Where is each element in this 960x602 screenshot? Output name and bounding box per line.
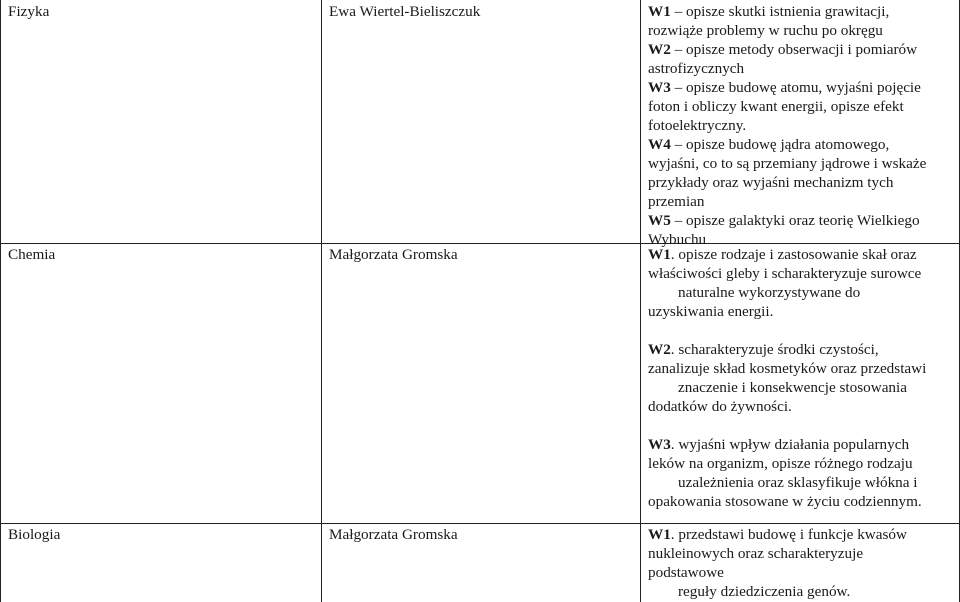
outcome-text: . przedstawi budowę i funkcje kwasów <box>670 526 907 543</box>
outcome-text: uzależnienia oraz sklasyfikuje włókna i <box>678 474 918 491</box>
outcome-text: uzyskiwania energii. <box>648 303 774 320</box>
outcome-text: astrofizycznych <box>648 60 745 77</box>
outcome-line <box>648 264 954 283</box>
outcome-text: . wyjaśni wpływ działania popularnych <box>670 436 910 453</box>
row-outcomes <box>648 525 954 601</box>
row-subject: Biologia <box>8 526 61 543</box>
outcome-line <box>648 302 954 321</box>
outcome-code: W2 <box>648 41 671 58</box>
outcome-line <box>648 378 954 397</box>
outcome-line <box>648 397 954 416</box>
outcome-line <box>648 2 954 21</box>
outcome-line <box>648 473 954 492</box>
outcome-code: W3 <box>648 79 671 96</box>
outcome-text: rozwiąże problemy w ruchu po okręgu <box>648 22 883 39</box>
row-teacher: Małgorzata Gromska <box>329 526 458 543</box>
outcome-line <box>648 21 954 40</box>
outcome-line <box>648 97 954 116</box>
outcome-line <box>648 135 954 154</box>
outcome-code: W1 <box>648 526 671 543</box>
outcome-text: wyjaśni, co to są przemiany jądrowe i wskaże <box>648 155 927 172</box>
outcome-line <box>648 78 954 97</box>
outcome-text: fotoelektryczny. <box>648 117 747 134</box>
outcome-text: – opisze galaktyki oraz teorię Wielkiego <box>670 212 920 229</box>
outcome-text: – opisze budowę jądra atomowego, <box>670 136 890 153</box>
column-divider-teacher <box>640 0 641 602</box>
outcome-text: dodatków do żywności. <box>648 398 792 415</box>
outcome-line <box>648 454 954 473</box>
column-divider-subject <box>321 0 322 602</box>
outcome-text: przykłady oraz wyjaśni mechanizm tych <box>648 174 894 191</box>
outcome-code: W1 <box>648 3 671 20</box>
outcome-code: W1 <box>648 246 671 263</box>
outcome-code: W3 <box>648 436 671 453</box>
row-teacher: Ewa Wiertel-Bieliszczuk <box>329 3 481 20</box>
outcome-text: . scharakteryzuje środki czystości, <box>670 341 879 358</box>
outcome-line <box>648 525 954 544</box>
outcome-line <box>648 245 954 264</box>
outcome-text: Wybuchu <box>648 231 707 248</box>
paragraph-gap <box>648 321 954 340</box>
paragraph-gap <box>648 416 954 435</box>
outcome-line <box>648 173 954 192</box>
row-outcomes <box>648 2 954 249</box>
outcome-text: reguły dziedziczenia genów. <box>678 583 851 600</box>
outcome-line <box>648 340 954 359</box>
outcome-text: podstawowe <box>648 564 724 581</box>
outcome-code: W5 <box>648 212 671 229</box>
outcome-text: – opisze skutki istnienia grawitacji, <box>670 3 890 20</box>
outcome-text: opakowania stosowane w życiu codziennym. <box>648 493 922 510</box>
outcome-line <box>648 116 954 135</box>
outcome-line <box>648 154 954 173</box>
outcome-text: naturalne wykorzystywane do <box>678 284 861 301</box>
outcome-line <box>648 435 954 454</box>
row-divider-2 <box>0 523 960 524</box>
outcome-text: foton i obliczy kwant energii, opisze efekt <box>648 98 904 115</box>
outcome-text: leków na organizm, opisze różnego rodzaju <box>648 455 913 472</box>
outcome-line <box>648 359 954 378</box>
row-subject: Chemia <box>8 246 56 263</box>
outcome-line <box>648 582 954 601</box>
outcome-line <box>648 492 954 511</box>
row-subject: Fizyka <box>8 3 50 20</box>
outcome-line <box>648 192 954 211</box>
outcome-line <box>648 544 954 563</box>
outcome-text: właściwości gleby i scharakteryzuje surowce <box>648 265 922 282</box>
outcome-text: znaczenie i konsekwencje stosowania <box>678 379 907 396</box>
outcome-code: W4 <box>648 136 671 153</box>
outcome-line <box>648 59 954 78</box>
outcome-code: W2 <box>648 341 671 358</box>
outcome-line <box>648 211 954 230</box>
outcome-text: nukleinowych oraz scharakteryzuje <box>648 545 864 562</box>
outcome-text: – opisze metody obserwacji i pomiarów <box>670 41 918 58</box>
outcome-text: zanalizuje skład kosmetyków oraz przedstawi <box>648 360 927 377</box>
outcome-line <box>648 563 954 582</box>
outcome-text: przemian <box>648 193 705 210</box>
table-border-left <box>0 0 1 602</box>
outcome-line <box>648 283 954 302</box>
outcome-text: . opisze rodzaje i zastosowanie skał oraz <box>670 246 917 263</box>
row-outcomes <box>648 245 954 511</box>
row-teacher: Małgorzata Gromska <box>329 246 458 263</box>
outcome-line <box>648 40 954 59</box>
outcome-text: – opisze budowę atomu, wyjaśni pojęcie <box>670 79 921 96</box>
